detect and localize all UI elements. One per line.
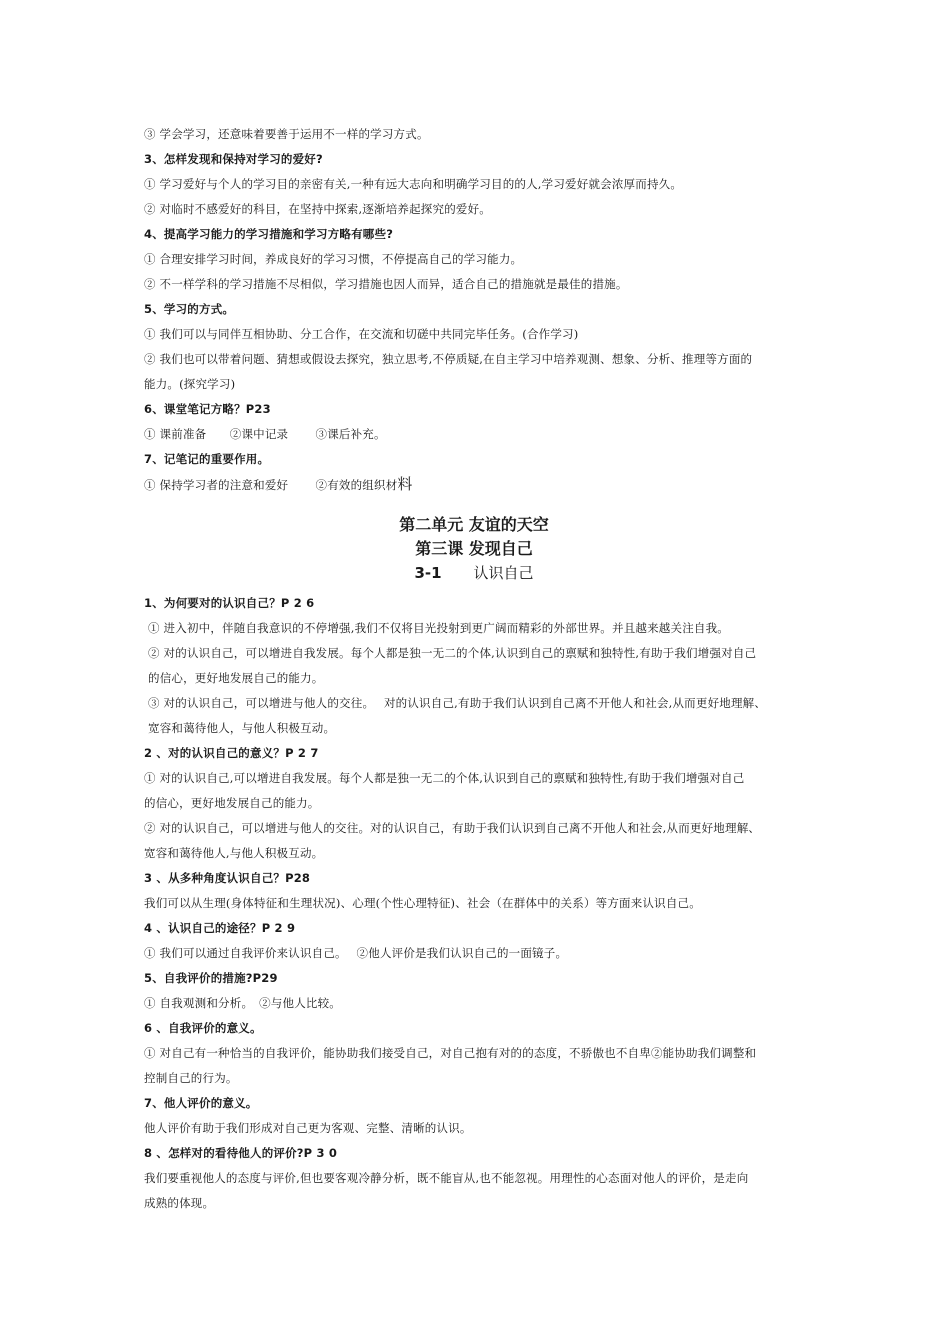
question-heading: 3 、从多种角度认识自己？P28 xyxy=(144,871,311,885)
paragraph-line: ② 我们也可以带着问题、猜想或假设去探究，独立思考,不停质疑,在自主学习中培养观测、想象、分析、推理等方面的 xyxy=(144,352,753,366)
paragraph-line: 我们要重视他人的态度与评价,但也要客观冷静分析，既不能盲从,也不能忽视。用理性的心态面对他人的评价，是走向 xyxy=(144,1171,749,1185)
section-study xyxy=(144,122,824,447)
paragraph-line: ③ 学会学习，还意味着要善于运用不一样的学习方式。 xyxy=(144,127,429,141)
paragraph-line: ② 不一样学科的学习措施不尽相似，学习措施也因人而异，适合自己的措施就是最佳的措施。 xyxy=(144,277,628,291)
paragraph-line: ① 课前准备 ②课中记录 ③课后补充。 xyxy=(144,427,386,441)
unit-title: 第二单元 友谊的天空 xyxy=(399,515,549,534)
question-heading: 4 、认识自己的途径？P 2 9 xyxy=(144,921,296,935)
paragraph-line: ② 对的认识自己，可以增进自我发展。每个人都是独一无二的个体,认识到自己的禀赋和独特性,有助于我们增强对自己 xyxy=(148,646,757,660)
paragraph-line: ① 学习爱好与个人的学习目的亲密有关,一种有远大志向和明确学习目的的人,学习爱好就会浓厚而持久。 xyxy=(144,177,683,191)
question-heading: 6、课堂笔记方略？P23 xyxy=(144,402,271,416)
paragraph-line: ② 对的认识自己，可以增进与他人的交往。对的认识自己，有助于我们认识到自己离不开他人和社会,从而更好地理解、 xyxy=(144,821,761,835)
paragraph-line: ① 我们可以通过自我评价来认识自己。 ②他人评价是我们认识自己的一面镜子。 xyxy=(144,946,568,960)
subsection-title: 3-1 认识自己 xyxy=(414,564,534,582)
paragraph-line: 我们可以从生理(身体特征和生理状况)、心理(个性心理特征)、社会（在群体中的关系）等方面来认识自己。 xyxy=(144,896,701,910)
paragraph-line: ① 对的认识自己,可以增进自我发展。每个人都是独一无二的个体,认识到自己的禀赋和独特性,有助于我们增强对自己 xyxy=(144,771,745,785)
paragraph-line: 宽容和蔼待他人，与他人积极互动。 xyxy=(148,721,336,735)
paragraph-line: 他人评价有助于我们形成对自己更为客观、完整、清晰的认识。 xyxy=(144,1121,472,1135)
question-heading: 3、怎样发现和保持对学习的爱好? xyxy=(144,152,323,166)
paragraph-line: 的信心，更好地发展自己的能力。 xyxy=(148,671,324,685)
question-heading: 8 、怎样对的看待他人的评价?P 3 0 xyxy=(144,1146,338,1160)
section-know-yourself xyxy=(144,591,824,1216)
question-heading: 7、记笔记的重要作用。 xyxy=(144,452,270,466)
paragraph-line: ① 合理安排学习时间，养成良好的学习习惯，不停提高自己的学习能力。 xyxy=(144,252,523,266)
question-heading: 5、学习的方式。 xyxy=(144,302,235,316)
paragraph-line: ① 进入初中，伴随自我意识的不停增强,我们不仅将目光投射到更广阔而精彩的外部世界。并且越来越关注自我。 xyxy=(148,621,730,635)
question-heading: 2 、对的认识自己的意义？P 2 7 xyxy=(144,746,319,760)
unit-title-block xyxy=(144,513,804,585)
paragraph-line: 宽容和蔼待他人,与他人积极互动。 xyxy=(144,846,324,860)
paragraph-line: 的信心，更好地发展自己的能力。 xyxy=(144,796,320,810)
paragraph-line: ① 保持学习者的注意和爱好 ②有效的组织材料 xyxy=(144,475,413,493)
question-heading: 7、他人评价的意义。 xyxy=(144,1096,258,1110)
question-heading: 1、为何要对的认识自己？P 2 6 xyxy=(144,596,315,610)
paragraph-line: ① 对自己有一种恰当的自我评价，能协助我们接受自己，对自己抱有对的的态度，不骄傲也不自卑②能协助我们调整和 xyxy=(144,1046,757,1060)
question-heading: 5、自我评价的措施?P29 xyxy=(144,971,278,985)
question-heading: 6 、自我评价的意义。 xyxy=(144,1021,262,1035)
paragraph-line: ② 对临时不感爱好的科目，在坚持中探索,逐渐培养起探究的爱好。 xyxy=(144,202,492,216)
paragraph-line: ① 自我观测和分析。 ②与他人比较。 xyxy=(144,996,342,1010)
paragraph-line: 成熟的体现。 xyxy=(144,1196,215,1210)
paragraph-line: ③ 对的认识自己，可以增进与他人的交往。 对的认识自己,有助于我们认识到自己离不开他人和社会,从而更好地理解、 xyxy=(148,696,767,710)
paragraph-line: ① 我们可以与同伴互相协助、分工合作，在交流和切磋中共同完毕任务。(合作学习) xyxy=(144,327,579,341)
question-heading: 4、提高学习能力的学习措施和学习方略有哪些? xyxy=(144,227,394,241)
paragraph-line: 控制自己的行为。 xyxy=(144,1071,238,1085)
lesson-title: 第三课 发现自己 xyxy=(415,539,533,558)
paragraph-line: 能力。(探究学习) xyxy=(144,377,236,391)
document-page xyxy=(144,122,824,1216)
